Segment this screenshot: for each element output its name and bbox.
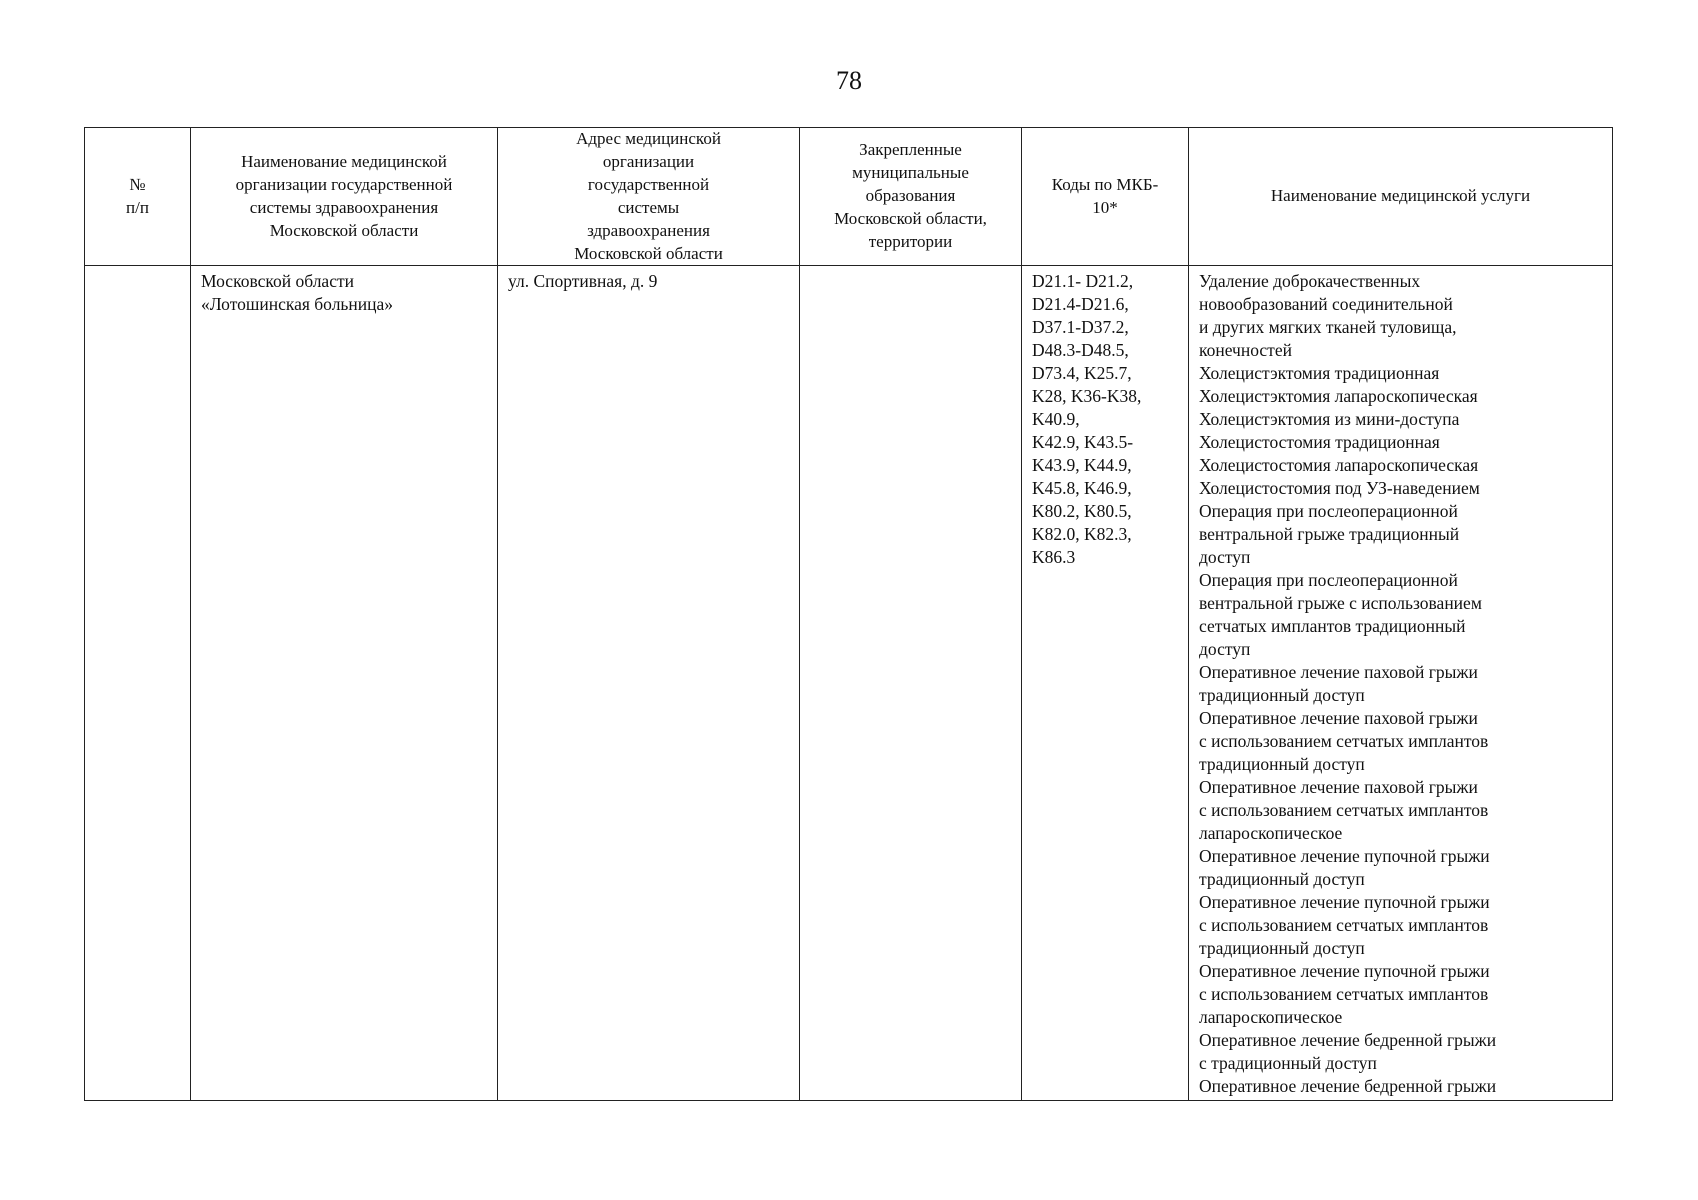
text-line: Московской области bbox=[201, 271, 354, 291]
text-line: Холецистостомия под УЗ-наведением bbox=[1199, 478, 1480, 498]
header-org-name bbox=[191, 128, 498, 266]
header-municipalities bbox=[800, 128, 1022, 266]
text-line: с использованием сетчатых имплантов bbox=[1199, 731, 1489, 751]
text-line: Оперативное лечение паховой грыжи bbox=[1199, 777, 1478, 797]
text-line: традиционный доступ bbox=[1199, 685, 1365, 705]
header-icd-codes bbox=[1022, 128, 1189, 266]
header-address bbox=[498, 128, 800, 266]
text-line: K45.8, K46.9, bbox=[1032, 478, 1132, 498]
text-line: доступ bbox=[1199, 639, 1251, 659]
text-line: традиционный доступ bbox=[1199, 754, 1365, 774]
text-line: Адрес медицинской bbox=[576, 128, 721, 148]
text-line: Коды по МКБ- bbox=[1051, 174, 1159, 194]
text-line: Московской области bbox=[269, 220, 419, 240]
text-line: K40.9, bbox=[1032, 409, 1080, 429]
text-line: K28, K36-K38, bbox=[1032, 386, 1142, 406]
header-number bbox=[85, 128, 191, 266]
text-line: Оперативное лечение пупочной грыжи bbox=[1199, 892, 1490, 912]
text-line: с использованием сетчатых имплантов bbox=[1199, 915, 1489, 935]
text-line: п/п bbox=[126, 197, 149, 217]
text-line: традиционный доступ bbox=[1199, 869, 1365, 889]
text-line: Оперативное лечение пупочной грыжи bbox=[1199, 846, 1490, 866]
text-line: Московской области, bbox=[834, 209, 987, 228]
text-line: Холецистэктомия традиционная bbox=[1199, 363, 1440, 383]
text-line: системы здравоохранения bbox=[249, 197, 439, 217]
cell-address bbox=[498, 266, 800, 1101]
text-line: с использованием сетчатых имплантов bbox=[1199, 800, 1489, 820]
text-line: здравоохранения bbox=[587, 220, 710, 240]
text-line: № bbox=[129, 174, 146, 194]
cell-icd-codes bbox=[1022, 266, 1189, 1101]
text-line: Московской области bbox=[574, 243, 723, 263]
text-line: 10* bbox=[1092, 197, 1118, 217]
text-line: K80.2, K80.5, bbox=[1032, 501, 1132, 521]
text-line: Оперативное лечение бедренной грыжи bbox=[1199, 1030, 1497, 1050]
text-line: Холецистостомия традиционная bbox=[1199, 432, 1440, 452]
text-line: Оперативное лечение бедренной грыжи bbox=[1199, 1076, 1497, 1096]
text-line: D48.3-D48.5, bbox=[1032, 340, 1129, 360]
text-line: Холецистостомия лапароскопическая bbox=[1199, 455, 1479, 475]
cell-municipalities bbox=[800, 266, 1022, 1101]
cell-services bbox=[1189, 266, 1613, 1101]
text-line: Наименование медицинской bbox=[241, 151, 447, 171]
text-line: лапароскопическое bbox=[1199, 1007, 1343, 1027]
text-line: Холецистэктомия из мини-доступа bbox=[1199, 409, 1460, 429]
services-table bbox=[84, 127, 1613, 1101]
text-line: конечностей bbox=[1199, 340, 1292, 360]
cell-number bbox=[85, 266, 191, 1101]
text-line: K82.0, K82.3, bbox=[1032, 524, 1132, 544]
table-header-row bbox=[85, 128, 1613, 266]
header-service-name bbox=[1189, 128, 1613, 266]
text-line: D21.4-D21.6, bbox=[1032, 294, 1129, 314]
text-line: системы bbox=[617, 197, 680, 217]
text-line: лапароскопическое bbox=[1199, 823, 1343, 843]
text-line: Оперативное лечение паховой грыжи bbox=[1199, 708, 1478, 728]
text-line: D37.1-D37.2, bbox=[1032, 317, 1129, 337]
text-line: и других мягких тканей туловища, bbox=[1199, 317, 1457, 337]
text-line: доступ bbox=[1199, 547, 1251, 567]
text-line: Закрепленные bbox=[859, 140, 962, 159]
text-line: D73.4, K25.7, bbox=[1032, 363, 1132, 383]
text-line: K86.3 bbox=[1032, 547, 1076, 567]
text-line: K42.9, K43.5- bbox=[1032, 432, 1134, 452]
text-line: K43.9, K44.9, bbox=[1032, 455, 1132, 475]
page-number: 78 bbox=[836, 66, 862, 95]
text-line: Операция при послеоперационной bbox=[1199, 570, 1458, 590]
text-line: Наименование медицинской услуги bbox=[1270, 186, 1531, 205]
text-line: образования bbox=[865, 186, 956, 205]
text-line: новообразований соединительной bbox=[1199, 294, 1453, 314]
text-line: Холецистэктомия лапароскопическая bbox=[1199, 386, 1478, 406]
text-line: Оперативное лечение паховой грыжи bbox=[1199, 662, 1478, 682]
text-line: государственной bbox=[587, 174, 710, 194]
table-row bbox=[85, 266, 1613, 1101]
text-line: с традиционный доступ bbox=[1199, 1053, 1377, 1073]
text-line: традиционный доступ bbox=[1199, 938, 1365, 958]
cell-org-name bbox=[191, 266, 498, 1101]
text-line: Удаление доброкачественных bbox=[1199, 271, 1421, 291]
text-line: вентральной грыже с использованием bbox=[1199, 593, 1482, 613]
text-line: ул. Спортивная, д. 9 bbox=[508, 271, 658, 291]
text-line: D21.1- D21.2, bbox=[1032, 271, 1134, 291]
text-line: Операция при послеоперационной bbox=[1199, 501, 1458, 521]
text-line: с использованием сетчатых имплантов bbox=[1199, 984, 1489, 1004]
text-line: «Лотошинская больница» bbox=[201, 294, 394, 314]
text-line: сетчатых имплантов традиционный bbox=[1199, 616, 1466, 636]
text-line: Оперативное лечение пупочной грыжи bbox=[1199, 961, 1490, 981]
text-line: территории bbox=[868, 232, 953, 251]
text-line: организации bbox=[602, 151, 695, 171]
text-line: вентральной грыже традиционный bbox=[1199, 524, 1460, 544]
text-line: организации государственной bbox=[235, 174, 453, 194]
text-line: муниципальные bbox=[852, 163, 969, 182]
